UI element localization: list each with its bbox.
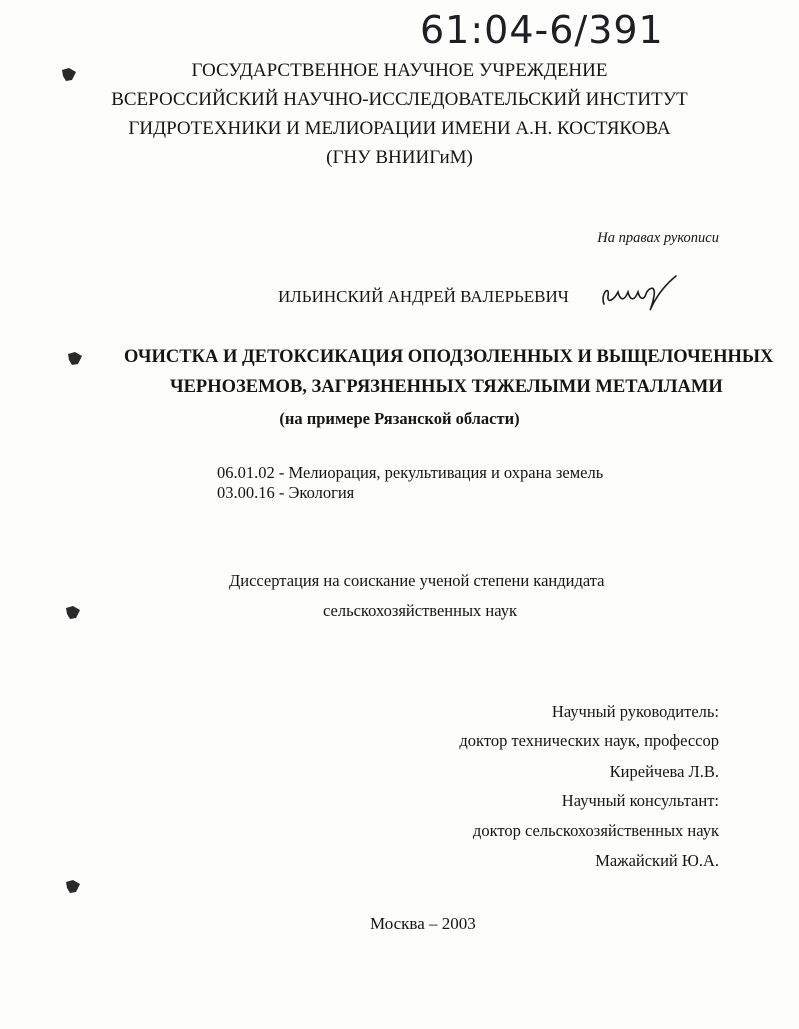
institution-line-1: ГОСУДАРСТВЕННОЕ НАУЧНОЕ УЧРЕЖДЕНИЕ [191, 60, 608, 81]
binder-hole-mark [64, 604, 82, 622]
binder-hole-mark [64, 878, 82, 896]
consultant-label: Научный консультант: [561, 791, 719, 810]
specialty-line: 06.01.02 - Мелиорация, рекультивация и охрана земель [217, 463, 604, 482]
dissertation-line-2: сельскохозяйственных наук [323, 601, 518, 620]
archive-stamp: 61:04-6/391 [420, 8, 664, 52]
thesis-subtitle: (на примере Рязанской области) [279, 409, 520, 428]
institution-abbreviation: (ГНУ ВНИИГиМ) [326, 147, 473, 168]
consultant-degree: доктор сельскохозяйственных наук [472, 821, 719, 840]
advisor-degree: доктор технических наук, профессор [459, 731, 719, 750]
institution-line-3: ГИДРОТЕХНИКИ И МЕЛИОРАЦИИ ИМЕНИ А.Н. КОСТЯКОВА [128, 118, 671, 139]
thesis-title-line-2: ЧЕРНОЗЕМОВ, ЗАГРЯЗНЕННЫХ ТЯЖЕЛЫМИ МЕТАЛЛАМИ [170, 377, 723, 397]
institution-line-2: ВСЕРОССИЙСКИЙ НАУЧНО-ИССЛЕДОВАТЕЛЬСКИЙ ИНСТИТУТ [111, 89, 688, 110]
place-and-year: Москва – 2003 [370, 914, 476, 933]
author-name: ИЛЬИНСКИЙ АНДРЕЙ ВАЛЕРЬЕВИЧ [278, 287, 569, 306]
advisor-label: Научный руководитель: [551, 702, 719, 721]
dissertation-line-1: Диссертация на соискание ученой степени кандидата [229, 571, 605, 590]
consultant-name: Мажайский Ю.А. [595, 851, 719, 870]
advisor-name: Кирейчева Л.В. [609, 762, 719, 781]
binder-hole-mark [66, 350, 84, 368]
thesis-title-line-1-text: ОЧИСТКА И ДЕТОКСИКАЦИЯ ОПОДЗОЛЕННЫХ И ВЫЩЕЛОЧЕННЫХ [124, 347, 774, 367]
author-signature [596, 274, 680, 314]
specialty-line: 03.00.16 - Экология [217, 483, 355, 502]
rights-note: На правах рукописи [597, 230, 719, 246]
